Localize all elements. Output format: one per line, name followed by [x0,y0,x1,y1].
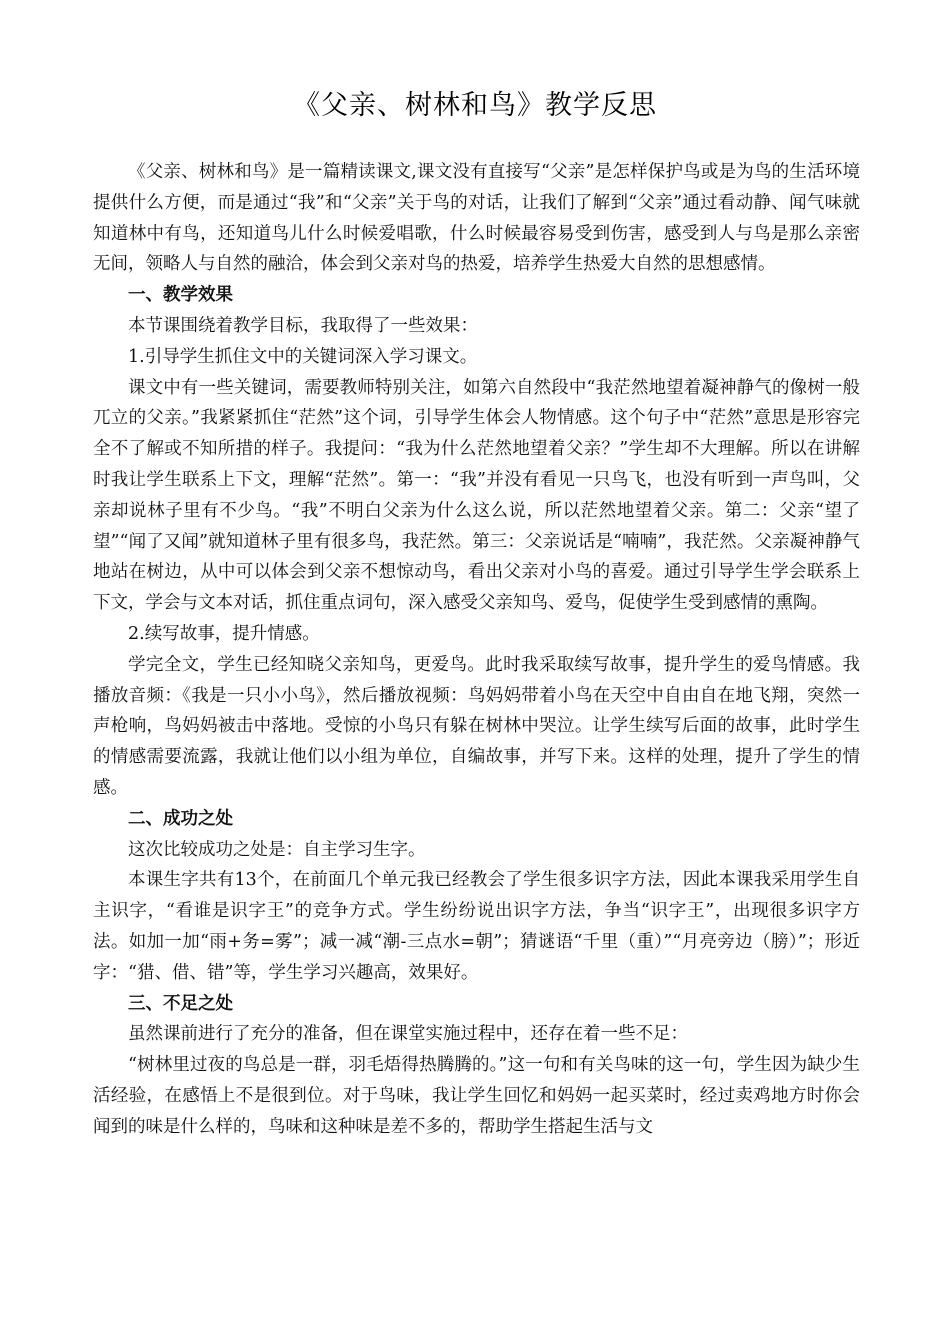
body-paragraph: 课文中有一些关键词，需要教师特别关注，如第六自然段中“我茫然地望着凝神静气的像树一般兀立的父亲。”我紧紧抓住“茫然”这个词，引导学生体会人物情感。这个句子中“茫然”意思是形容完全不了解或不知所措的样子。我提问：“我为什么茫然地望着父亲？”学生却不大理解。所以在讲解时我让学生联系上下文，理解“茫然”。第一：“我”并没有看见一只鸟飞，也没有听到一声鸟叫，父亲却说林子里有不少鸟。“我”不明白父亲为什么这么说，所以茫然地望着父亲。第二：父亲“望了望”“闻了又闻”就知道林子里有很多鸟，我茫然。第三：父亲说话是“喃喃”，我茫然。父亲凝神静气地站在树边，从中可以体会到父亲不想惊动鸟，看出父亲对小鸟的喜爱。通过引导学生学会联系上下文，学会与文本对话，抓住重点词句，深入感受父亲知鸟、爱鸟，促使学生受到感情的熏陶。 [93,377,860,614]
subheading-key-words: 1.引导学生抓住文中的关键词深入学习课文。 [128,346,478,367]
body-paragraph: 学完全文，学生已经知晓父亲知鸟，更爱鸟。此时我采取续写故事，提升学生的爱鸟情感。我播放音频：《我是一只小小鸟》，然后播放视频：鸟妈妈带着小鸟在天空中自由自在地飞翔，突然一声枪响，鸟妈妈被击中落地。受惊的小鸟只有躲在树林中哭泣。让学生续写后面的故事，此时学生的情感需要流露，我就让他们以小组为单位，自编故事，并写下来。这样的处理，提升了学生的情感。 [93,654,860,798]
body-paragraph: 本节课围绕着教学目标，我取得了一些效果： [128,315,478,336]
body-paragraph: 这次比较成功之处是：自主学习生字。 [128,839,426,860]
document-body [93,157,860,1143]
body-paragraph: 本课生字共有13个，在前面几个单元我已经教会了学生很多识字方法，因此本课我采用学生自主识字，“看谁是识字王”的竞争方式。学生纷纷说出识字方法，争当“识字王”，出现很多识字方法。如加一加“雨+务=雾”；减一减“潮-三点水=朝”；猜谜语“千里（重）”“月亮旁边（膀）”；形近字：“猎、借、错”等，学生学习兴趣高，效果好。 [93,870,860,983]
body-paragraph: 虽然课前进行了充分的准备，但在课堂实施过程中，还存在着一些不足： [128,1024,688,1045]
document-title: 《父亲、树林和鸟》教学反思 [293,90,657,121]
section-heading-shortcomings: 三、不足之处 [128,993,233,1014]
section-heading-teaching-effect: 一、教学效果 [128,285,233,306]
subheading-continue-story: 2.续写故事，提升情感。 [128,623,320,644]
section-heading-success: 二、成功之处 [128,808,233,829]
body-paragraph: “树林里过夜的鸟总是一群，羽毛焐得热腾腾的。”这一句和有关鸟味的这一句，学生因为缺少生活经验，在感悟上不是很到位。对于鸟味，我让学生回忆和妈妈一起买菜时，经过卖鸡地方时你会闻到的味是什么样的，鸟味和这种味是差不多的，帮助学生搭起生活与文 [93,1055,860,1137]
intro-paragraph: 《父亲、树林和鸟》是一篇精读课文,课文没有直接写“父亲”是怎样保护鸟或是为鸟的生活环境提供什么方便，而是通过“我”和“父亲”关于鸟的对话，让我们了解到“父亲”通过看动静、闻气味就知道林中有鸟，还知道鸟儿什么时候爱唱歌，什么时候最容易受到伤害，感受到人与鸟是那么亲密无间，领略人与自然的融洽，体会到父亲对鸟的热爱，培养学生热爱大自然的思想感情。 [93,162,860,275]
